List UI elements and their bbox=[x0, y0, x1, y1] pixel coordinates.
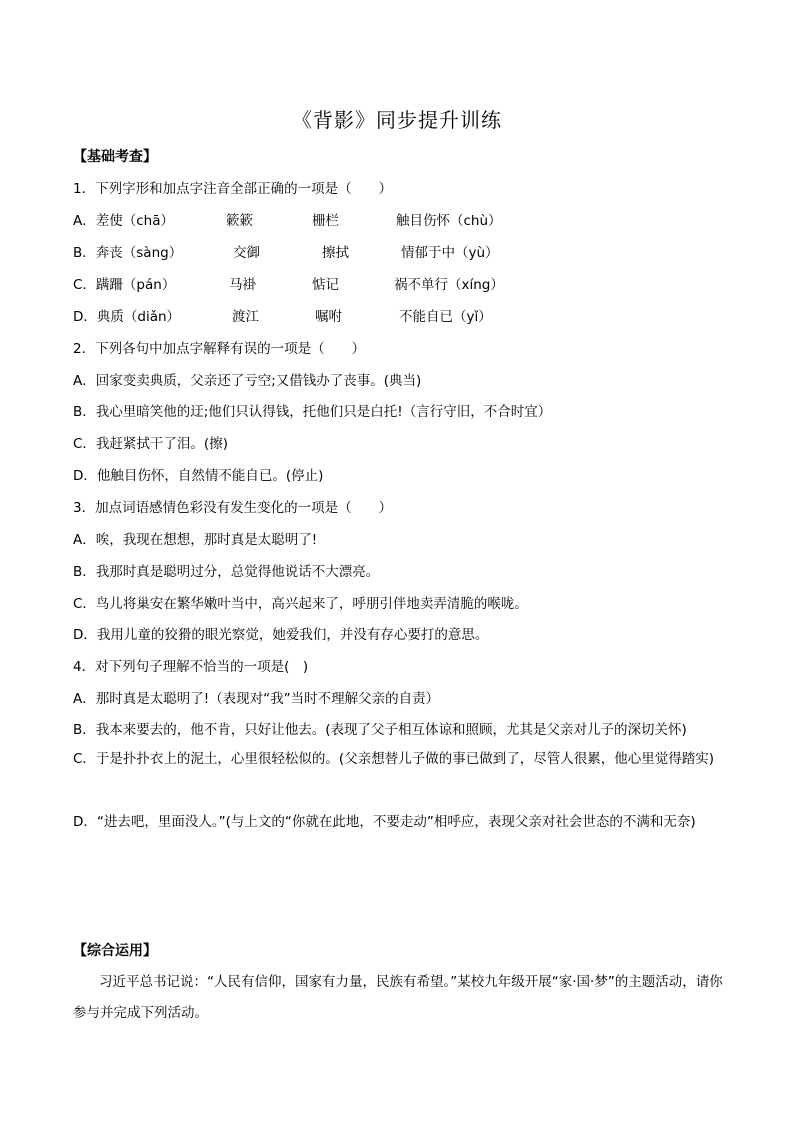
section-heading-application: 【综合运用】 bbox=[73, 943, 157, 959]
page-title: 《背影》同步提升训练 bbox=[292, 108, 502, 132]
option-cell: 触目伤怀（chù） bbox=[396, 213, 502, 229]
question-4-option-d: D．“进去吧，里面没人。”(与上文的“你就在此地，不要走动”相呼应，表现父亲对社会世态的不满和无奈) bbox=[73, 814, 696, 830]
question-3-option-c: C．鸟儿将巢安在繁华嫩叶当中，高兴起来了，呼朋引伴地卖弄清脆的喉咙。 bbox=[73, 596, 528, 612]
question-1-stem: 1．下列字形和加点字注音全部正确的一项是（ ） bbox=[73, 181, 393, 197]
option-cell: 栅栏 bbox=[312, 213, 339, 229]
question-3-option-a: A．唉，我现在想想，那时真是太聪明了! bbox=[73, 532, 318, 548]
option-cell: 嘱咐 bbox=[315, 309, 342, 325]
question-4-stem: 4．对下列句子理解不恰当的一项是( ) bbox=[73, 659, 309, 675]
option-cell: 簌簌 bbox=[226, 213, 253, 229]
question-4-option-b: B．我本来要去的，他不肯，只好让他去。(表现了父子相互体谅和照顾，尤其是父亲对儿子的深切关怀) bbox=[73, 722, 687, 738]
question-4-option-c: C．于是扑扑衣上的泥土，心里很轻松似的。(父亲想替儿子做的事已做到了，尽管人很累，他心里觉得踏实) bbox=[73, 751, 714, 767]
activity-intro-paragraph: 习近平总书记说：“人民有信仰，国家有力量，民族有希望。”某校九年级开展“家·国·梦”的主题活动，请你参与并完成下列活动。 bbox=[73, 974, 723, 1021]
option-cell: 不能自已（yǐ） bbox=[399, 309, 492, 325]
question-2-stem: 2．下列各句中加点字解释有误的一项是（ ） bbox=[73, 341, 366, 357]
question-2-option-c: C．我赶紧拭干了泪。(擦) bbox=[73, 436, 228, 452]
question-2-option-d: D．他触目伤怀，自然情不能自已。(停止) bbox=[73, 468, 324, 484]
question-2-option-b: B．我心里暗笑他的迂;他们只认得钱，托他们只是白托!（言行守旧，不合时宜） bbox=[73, 404, 552, 420]
option-cell: D．典质（diǎn） bbox=[73, 309, 181, 325]
question-2-option-a: A．回家变卖典质，父亲还了亏空;又借钱办了丧事。(典当) bbox=[73, 373, 422, 389]
option-cell: 祸不单行（xíng） bbox=[394, 277, 504, 293]
option-cell: 情郁于中（yù） bbox=[401, 245, 499, 261]
section-heading-basic: 【基础考查】 bbox=[73, 149, 157, 165]
option-cell: 惦记 bbox=[312, 277, 339, 293]
question-3-option-d: D．我用儿童的狡猾的眼光察觉，她爱我们，并没有存心要打的意思。 bbox=[73, 627, 489, 643]
option-cell: 交御 bbox=[233, 245, 260, 261]
question-3-option-b: B．我那时真是聪明过分，总觉得他说话不大漂亮。 bbox=[73, 564, 380, 580]
question-4-option-a: A．那时真是太聪明了!（表现对“我”当时不理解父亲的自责） bbox=[73, 691, 440, 707]
option-cell: C．蹒跚（pán） bbox=[73, 277, 176, 293]
question-3-stem: 3．加点词语感情色彩没有发生变化的一项是（ ） bbox=[73, 500, 393, 516]
option-cell: 擦拭 bbox=[322, 245, 349, 261]
option-cell: A．差使（chā） bbox=[73, 213, 174, 229]
option-cell: 渡江 bbox=[232, 309, 259, 325]
option-cell: 马褂 bbox=[229, 277, 256, 293]
option-cell: B．奔丧（sàng） bbox=[73, 245, 183, 261]
